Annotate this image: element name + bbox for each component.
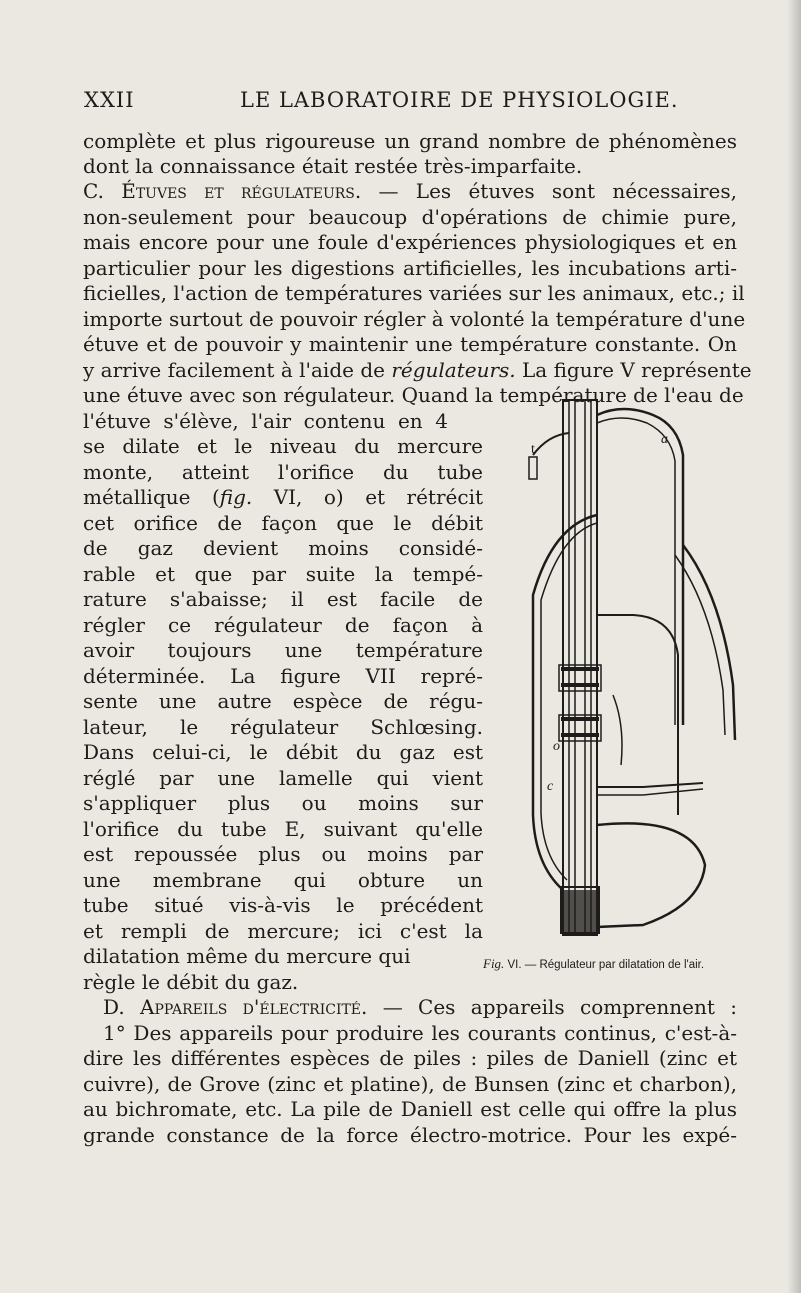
text-line: importe surtout de pouvoir régler à volonté la température d'une bbox=[83, 307, 746, 331]
page-edge-shadow bbox=[787, 0, 801, 1293]
text-line: de gaz devient moins considé- bbox=[83, 536, 483, 560]
text-line: étuve et de pouvoir y maintenir une température constante. On bbox=[83, 332, 737, 356]
upper-bulb bbox=[597, 409, 683, 725]
text-line: dilatation même du mercure qui bbox=[83, 944, 411, 968]
section-c-line bbox=[83, 178, 737, 204]
text-line: réglé par une lamelle qui vient bbox=[83, 766, 483, 790]
text-line: tube situé vis-à-vis le précédent bbox=[83, 893, 483, 917]
text-line: rable et que par suite la tempé- bbox=[83, 562, 483, 586]
text-run: La figure V représente bbox=[515, 358, 752, 382]
text-line: mais encore pour une foule d'expériences physiologiques et en bbox=[83, 230, 737, 254]
regulator-figure bbox=[473, 395, 743, 950]
text-line-italic bbox=[83, 357, 752, 383]
text-line: l'étuve s'élève, l'air contenu en 4 bbox=[83, 409, 448, 433]
label-t: t bbox=[531, 442, 535, 457]
text-line: au bichromate, etc. La pile de Daniell est celle qui offre la plus bbox=[83, 1097, 737, 1121]
page-number: XXII bbox=[84, 88, 135, 112]
text-line: particulier pour les digestions artificielles, les incubations arti- bbox=[83, 256, 737, 280]
text-line: l'orifice du tube E, suivant qu'elle bbox=[83, 817, 483, 841]
section-heading: Étuves et régulateurs. bbox=[121, 179, 362, 203]
running-title: LE LABORATOIRE DE PHYSIOLOGIE. bbox=[240, 88, 679, 112]
lower-bulb bbox=[597, 823, 705, 927]
text-line: règle le débit du gaz. bbox=[83, 970, 299, 994]
section-heading: Appareils d'électricité. bbox=[140, 995, 368, 1019]
text-line: une membrane qui obture un bbox=[83, 868, 483, 892]
section-label: D. bbox=[103, 995, 125, 1019]
text-line: avoir toujours une température bbox=[83, 638, 483, 662]
section-text: — Ces appareils comprennent : bbox=[367, 995, 738, 1019]
text-line: rature s'abaisse; il est facile de bbox=[83, 587, 483, 611]
text-line: régler ce régulateur de façon à bbox=[83, 613, 483, 637]
italic-term: régulateurs. bbox=[391, 358, 516, 382]
caption-text: VI. — Régulateur par dilatation de l'air. bbox=[504, 959, 705, 971]
text-run: VI, o) et rétrécit bbox=[252, 485, 483, 509]
section-label: C. bbox=[83, 179, 104, 203]
text-line: sente une autre espèce de régu- bbox=[83, 689, 483, 713]
text-line: dont la connaissance était restée très-imparfaite. bbox=[83, 154, 583, 178]
text-line: une étuve avec son régulateur. Quand la température de l'eau de bbox=[83, 383, 744, 407]
text-line: non-seulement pour beaucoup d'opérations de chimie pure, bbox=[83, 205, 737, 229]
text-line: dire les différentes espèces de piles : piles de Daniell (zinc et bbox=[83, 1046, 737, 1070]
text-line: cuivre), de Grove (zinc et platine), de Bunsen (zinc et charbon), bbox=[83, 1072, 737, 1096]
text-run: métallique ( bbox=[83, 485, 220, 509]
label-o: o bbox=[553, 739, 560, 754]
text-line: 1° Des appareils pour produire les courants continus, c'est-à- bbox=[103, 1021, 737, 1045]
figure-caption bbox=[483, 956, 704, 972]
text-line: déterminée. La figure VII repré- bbox=[83, 664, 483, 688]
text-line-italic bbox=[83, 484, 483, 510]
section-text: — Les étuves sont nécessaires, bbox=[361, 179, 737, 203]
side-tube bbox=[533, 515, 597, 890]
text-line: cet orifice de façon que le débit bbox=[83, 511, 483, 535]
label-a: a bbox=[661, 432, 668, 447]
text-line: monte, atteint l'orifice du tube bbox=[83, 460, 483, 484]
text-line: Dans celui-ci, le débit du gaz est bbox=[83, 740, 483, 764]
text-line: se dilate et le niveau du mercure bbox=[83, 434, 483, 458]
text-line: est repoussée plus ou moins par bbox=[83, 842, 483, 866]
text-line: grande constance de la force électro-motrice. Pour les expé- bbox=[83, 1123, 737, 1147]
text-line: s'appliquer plus ou moins sur bbox=[83, 791, 483, 815]
text-line: complète et plus rigoureuse un grand nombre de phénomènes bbox=[83, 129, 737, 153]
section-d-line bbox=[103, 994, 737, 1020]
text-line: et rempli de mercure; ici c'est la bbox=[83, 919, 483, 943]
italic-term: fig. bbox=[219, 485, 253, 509]
text-line: lateur, le régulateur Schlœsing. bbox=[83, 715, 483, 739]
text-line: ficielles, l'action de températures variées sur les animaux, etc.; il bbox=[83, 281, 745, 305]
label-c: c bbox=[547, 779, 554, 794]
text-run: y arrive facilement à l'aide de bbox=[83, 358, 392, 382]
outlet-tube bbox=[597, 783, 703, 787]
caption-fig-label: Fig. bbox=[483, 956, 505, 971]
